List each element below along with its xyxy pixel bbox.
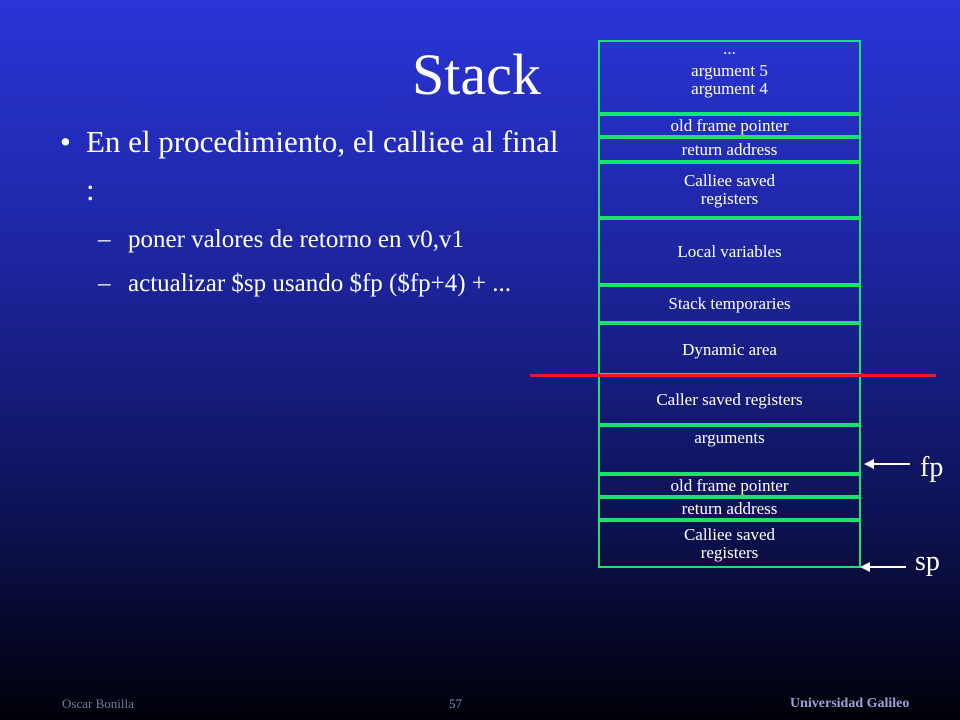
stack-box-line: argument 4 — [691, 79, 768, 98]
stack-box-old-frame-pointer — [598, 114, 861, 137]
sub-item-text: actualizar $sp usando $fp ($fp+4) + ... — [128, 270, 511, 297]
footer-page-number: 57 — [449, 696, 462, 711]
footer-author: Oscar Bonilla — [62, 696, 134, 711]
stack-box-line: return address — [681, 139, 778, 159]
stack-box-line: Local variables — [677, 241, 782, 261]
sp-arrow-icon — [858, 559, 908, 575]
stack-box-line: Dynamic area — [682, 340, 777, 359]
stack-box-arguments-top — [598, 40, 861, 114]
fp-label: fp — [920, 452, 944, 483]
sub-dash: – — [98, 226, 111, 253]
stack-box-line: old frame pointer — [670, 115, 789, 135]
stack-box-caller-saved — [598, 375, 861, 425]
stack-box-line: Stack temporaries — [668, 294, 791, 313]
stack-box-line: old frame pointer — [670, 475, 789, 495]
stack-box-local-variables — [598, 218, 861, 285]
stack-box-line: ... — [723, 40, 736, 58]
stack-box-line: registers — [700, 189, 759, 208]
fp-arrow-icon — [862, 456, 912, 472]
sub-dash: – — [98, 270, 111, 297]
bullet-item — [60, 118, 560, 214]
stack-box-line: return address — [681, 498, 778, 518]
stack-box-line: argument 5 — [691, 61, 768, 80]
sub-item — [98, 222, 568, 258]
stack-box-line: Caller saved registers — [656, 390, 803, 409]
slide-title: Stack — [412, 42, 541, 107]
stack-box-line: registers — [700, 543, 759, 562]
stack-box-old-frame-pointer-2 — [598, 474, 861, 497]
stack-box-return-address — [598, 137, 861, 162]
bullet-text: En el procedimiento, el calliee al final : — [86, 124, 559, 207]
stack-box-stack-temporaries — [598, 285, 861, 323]
stack-box-line: Calliee saved — [683, 171, 776, 190]
sp-label: sp — [915, 546, 940, 577]
frame-divider-line — [530, 374, 936, 377]
stack-box-line: Calliee saved — [683, 525, 776, 544]
stack-box-arguments — [598, 425, 861, 474]
sub-item-text: poner valores de retorno en v0,v1 — [128, 226, 464, 253]
stack-box-dynamic-area — [598, 323, 861, 375]
bullet-dot: • — [60, 124, 71, 159]
sub-item — [98, 266, 568, 302]
stack-box-calliee-saved — [598, 162, 861, 218]
stack-box-return-address-2 — [598, 497, 861, 520]
footer-organization: Universidad Galileo — [790, 696, 910, 711]
stack-box-line: arguments — [694, 428, 765, 447]
stack-box-calliee-saved-2 — [598, 520, 861, 568]
